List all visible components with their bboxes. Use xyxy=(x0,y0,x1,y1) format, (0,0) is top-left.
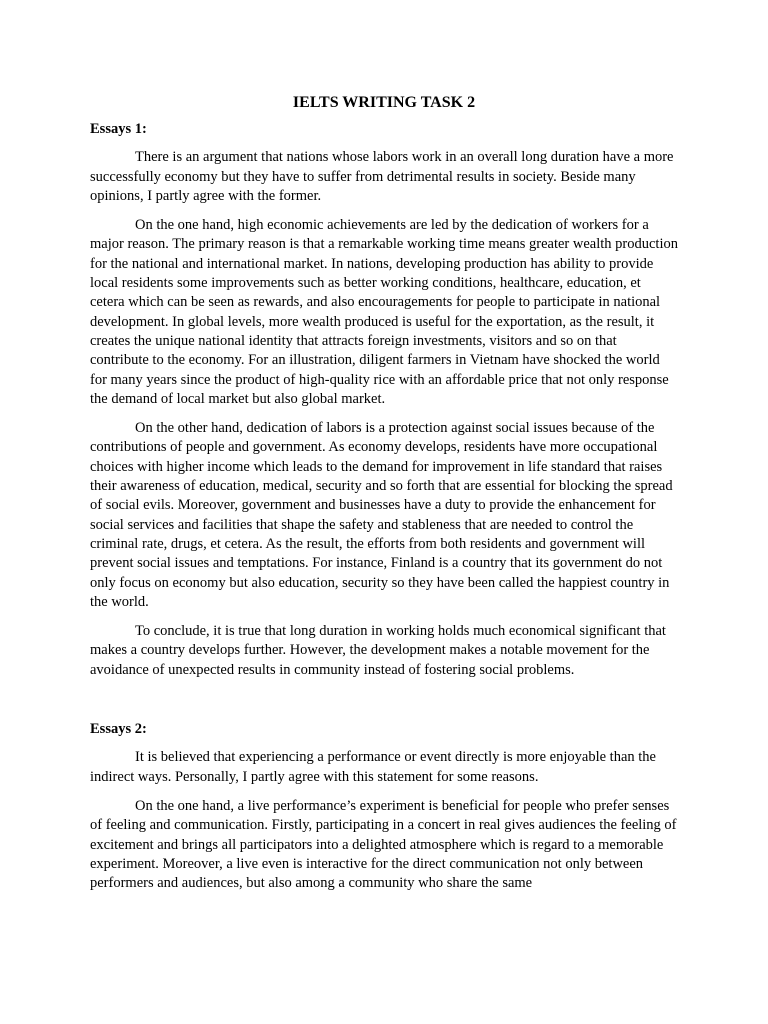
essay-2-paragraph-2: On the one hand, a live performance’s experiment is beneficial for people who prefer senses of feeling and communication. Firstly, participating in a concert in real gives audiences the feeling of excitement and brings all participators into a delighted atmosphere which is regard to a memorable experiment. Moreover, a live even is interactive for the direct communication not only between performers and audiences, but also among a community who share the same xyxy=(90,797,677,892)
essay-1-paragraph-4: To conclude, it is true that long duration in working holds much economical significant that makes a country develops further. However, the development makes a notable movement for the avoidance of unexpected results in community instead of fostering social problems. xyxy=(90,623,666,678)
essay-separator xyxy=(90,690,678,720)
essay-2-heading: Essays 2: xyxy=(90,721,147,738)
essay-1-heading: Essays 1: xyxy=(90,121,147,137)
essay-2 xyxy=(90,720,678,893)
essay-1-paragraph-2: On the one hand, high economic achievements are led by the dedication of workers for a major reason. The primary reason is that a remarkable working time means greater wealth production for the national and international market. In nations, developing production has ability to provide local residents some improvements such as better working conditions, healthcare, education, et cetera which can be seen as rewards, and also encouragements for people to participate in national development. In global levels, more wealth produced is useful for the exportation, as the result, it creates the unique national identity that attracts foreign investments, visitors and so on that contribute to the economy. For an illustration, diligent farmers in Vietnam have shocked the world for many years since the product of high-quality rice with an affordable price that not only response the demand of local market but also global market. xyxy=(90,217,678,407)
essay-1-paragraph-1: There is an argument that nations whose labors work in an overall long duration have a more successfully economy but they have to suffer from detrimental results in society. Beside many opinions, I partly agree with the former. xyxy=(90,149,674,204)
page-title: IELTS WRITING TASK 2 xyxy=(292,94,476,111)
document-page xyxy=(90,92,678,903)
essay-1 xyxy=(90,120,678,680)
essay-2-paragraph-1: It is believed that experiencing a performance or event directly is more enjoyable than the indirect ways. Personally, I partly agree with this statement for some reasons. xyxy=(90,749,656,785)
essay-1-paragraph-3: On the other hand, dedication of labors is a protection against social issues because of the contributions of people and government. As economy develops, residents have more occupational choices with higher income which leads to the demand for improvement in life standard that raises their awareness of education, medical, security and so forth that are essential for blocking the spread of social evils. Moreover, government and businesses have a duty to provide the enhancement for social services and facilities that shape the safety and stableness that are needed to control the criminal rate, drugs, et cetera. As the result, the efforts from both residents and government will prevent social issues and temptations. For instance, Finland is a country that its government do not only focus on economy but also education, security so they have been called the happiest country in the world. xyxy=(90,420,673,610)
